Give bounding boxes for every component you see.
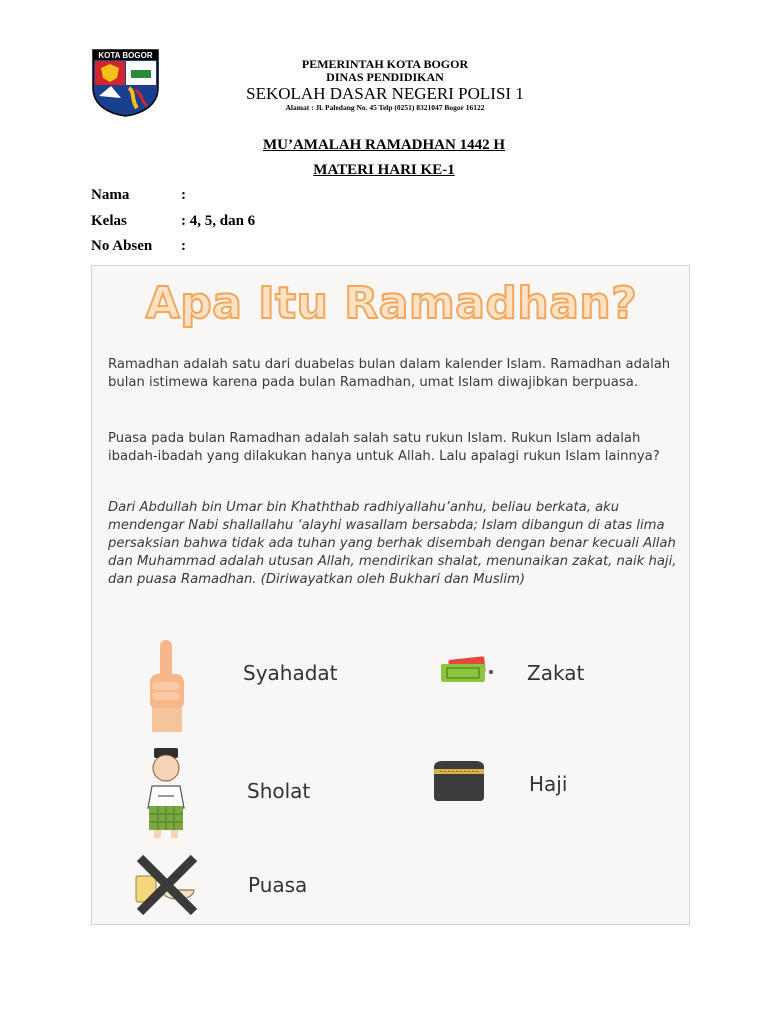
money-icon: [439, 656, 497, 686]
field-label: Kelas: [91, 213, 127, 229]
paragraph-hadith: Dari Abdullah bin Umar bin Khaththab radhiyallahu’anhu, beliau berkata, aku mendengar Nabi shallallahu ‘alayhi wasallam bersabda; Islam dibangun di atas lima persaksian bahwa tidak ada tuhan yang berhak disembah dengan benar kecuali Allah dan Muhammad adalah utusan Allah, mendirikan shalat, menunaikan zakat, naik haji, dan puasa Ramadhan. (Diriwayatkan oleh Bukhari dan Muslim): [108, 500, 677, 587]
kaaba-icon: [430, 759, 488, 803]
infographic-heading: Apa Itu Ramadhan?: [145, 278, 638, 329]
field-nama: [91, 187, 186, 204]
field-no-absen: [91, 238, 186, 255]
paragraph-rukun-islam: Puasa pada bulan Ramadhan adalah salah satu rukun Islam. Rukun Islam adalah ibadah-ibadah yang dilakukan hanya untuk Allah. Lalu apalagi rukun Islam lainnya?: [108, 431, 660, 464]
field-value: :: [181, 187, 186, 203]
letterhead-school-name: SEKOLAH DASAR NEGERI POLISI 1: [246, 84, 524, 103]
pillar-puasa: Puasa: [248, 873, 308, 897]
field-label: Nama: [91, 187, 130, 203]
field-value: : 4, 5, dan 6: [181, 213, 256, 229]
no-food-icon: [132, 854, 202, 916]
finger-pointing-up-icon: [142, 638, 190, 733]
letterhead-department: DINAS PENDIDIKAN: [326, 70, 444, 84]
pillar-sholat: Sholat: [247, 779, 311, 803]
document-subtitle: MATERI HARI KE-1: [313, 162, 455, 178]
field-value: :: [181, 238, 186, 254]
letterhead-government: PEMERINTAH KOTA BOGOR: [301, 57, 469, 71]
letterhead-address: Alamat : Jl. Paledang No. 45 Telp (0251) 8321047 Bogor 16122: [285, 103, 485, 112]
document-title: MU’AMALAH RAMADHAN 1442 H: [262, 137, 506, 153]
pillar-haji: Haji: [529, 772, 568, 796]
pillar-zakat: Zakat: [527, 661, 585, 685]
praying-boy-icon: [140, 746, 192, 840]
kota-bogor-logo: [91, 48, 160, 117]
svg-text:KOTA BOGOR: KOTA BOGOR: [98, 51, 153, 60]
paragraph-definition: Ramadhan adalah satu dari duabelas bulan dalam kalender Islam. Ramadhan adalah bulan istimewa karena pada bulan Ramadhan, umat Islam diwajibkan berpuasa.: [108, 357, 671, 390]
field-label: No Absen: [91, 238, 153, 254]
pillar-syahadat: Syahadat: [243, 661, 338, 685]
ramadhan-infographic: [91, 265, 690, 925]
field-kelas: [91, 213, 255, 230]
